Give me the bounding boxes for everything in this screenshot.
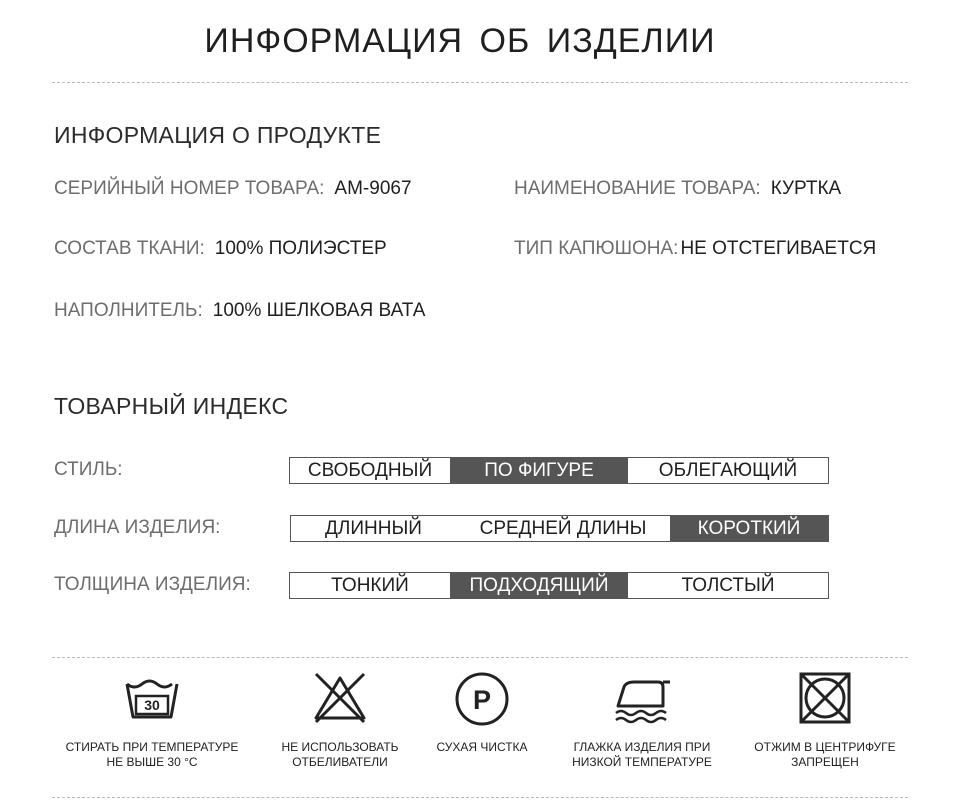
hood-type: [514, 238, 876, 260]
wash-temperature: 30: [144, 697, 160, 713]
serial-value: AM-9067: [334, 178, 412, 199]
divider-middle: [52, 657, 908, 658]
thickness-scale: [289, 572, 829, 599]
care-iron-line2: НИЗКОЙ ТЕМПЕРАТУРЕ: [572, 755, 712, 769]
thickness-option-thin: ТОНКИЙ: [331, 574, 409, 596]
no-tumble-dry-icon: [795, 670, 855, 726]
length-option-short: КОРОТКИЙ: [670, 516, 828, 541]
length-scale: [290, 515, 829, 542]
care-iron: [562, 670, 722, 770]
care-no-tumble-caption: [754, 740, 895, 770]
thickness-label: ТОЛЩИНА ИЗДЕЛИЯ:: [54, 574, 251, 595]
thickness-option-thick: ТОЛСТЫЙ: [681, 574, 775, 596]
name-label: НАИМЕНОВАНИЕ ТОВАРА:: [514, 178, 761, 199]
filler-label: НАПОЛНИТЕЛЬ:: [54, 300, 203, 321]
wash-30-icon: [122, 670, 182, 726]
care-no-bleach-caption: [281, 740, 398, 770]
serial-number: [54, 178, 412, 200]
care-no-bleach-line1: НЕ ИСПОЛЬЗОВАТЬ: [281, 740, 399, 754]
filler-value: 100% ШЕЛКОВАЯ ВАТА: [212, 300, 426, 321]
care-wash-caption: [66, 740, 239, 770]
care-dry-clean-caption: [436, 740, 527, 755]
iron-low-icon: [612, 670, 672, 726]
care-wash-line2: НЕ ВЫШЕ 30 °С: [106, 755, 198, 769]
filler: [54, 300, 425, 322]
style-scale: [289, 457, 829, 484]
style-option-tight: ОБЛЕГАЮЩИЙ: [658, 459, 798, 481]
length-label: ДЛИНА ИЗДЕЛИЯ:: [54, 517, 221, 538]
divider-top: [52, 82, 908, 83]
hood-value: НЕ ОТСТЕГИВАЕТСЯ: [680, 238, 877, 259]
fabric-label: СОСТАВ ТКАНИ:: [54, 238, 205, 259]
style-option-fitted: ПО ФИГУРЕ: [450, 458, 628, 483]
care-dry-clean: [422, 670, 542, 755]
page-title: ИНФОРМАЦИЯ ОБ ИЗДЕЛИИ: [204, 22, 716, 60]
style-label: СТИЛЬ:: [54, 459, 123, 480]
care-iron-line1: ГЛАЖКА ИЗДЕЛИЯ ПРИ: [573, 740, 711, 754]
no-bleach-icon: [310, 670, 370, 726]
dry-clean-letter: P: [472, 685, 492, 715]
care-iron-caption: [572, 740, 712, 770]
care-dry-clean-line1: СУХАЯ ЧИСТКА: [436, 740, 528, 754]
care-no-tumble-line1: ОТЖИМ В ЦЕНТРИФУГЕ: [754, 740, 896, 754]
care-no-bleach: [262, 670, 418, 770]
product-name: [514, 178, 841, 200]
care-wash: [52, 670, 252, 770]
care-no-tumble: [737, 670, 913, 770]
care-no-tumble-line2: ЗАПРЕЩЕН: [791, 755, 859, 769]
product-info-heading: ИНФОРМАЦИЯ О ПРОДУКТЕ: [54, 122, 382, 148]
style-option-loose: СВОБОДНЫЙ: [307, 459, 433, 481]
serial-label: СЕРИЙНЫЙ НОМЕР ТОВАРА:: [54, 178, 325, 199]
length-option-long: ДЛИННЫЙ: [325, 517, 422, 539]
divider-bottom: [52, 797, 908, 798]
product-index-heading: ТОВАРНЫЙ ИНДЕКС: [54, 393, 289, 419]
thickness-option-medium: ПОДХОДЯЩИЙ: [450, 573, 628, 598]
name-value: КУРТКА: [770, 178, 842, 199]
fabric-value: 100% ПОЛИЭСТЕР: [214, 238, 387, 259]
length-option-medium: СРЕДНЕЙ ДЛИНЫ: [479, 517, 647, 539]
dry-clean-p-icon: [452, 670, 512, 726]
care-no-bleach-line2: ОТБЕЛИВАТЕЛИ: [292, 755, 388, 769]
hood-label: ТИП КАПЮШОНА:: [514, 238, 679, 259]
fabric-composition: [54, 238, 387, 260]
care-wash-line1: СТИРАТЬ ПРИ ТЕМПЕРАТУРЕ: [65, 740, 239, 754]
